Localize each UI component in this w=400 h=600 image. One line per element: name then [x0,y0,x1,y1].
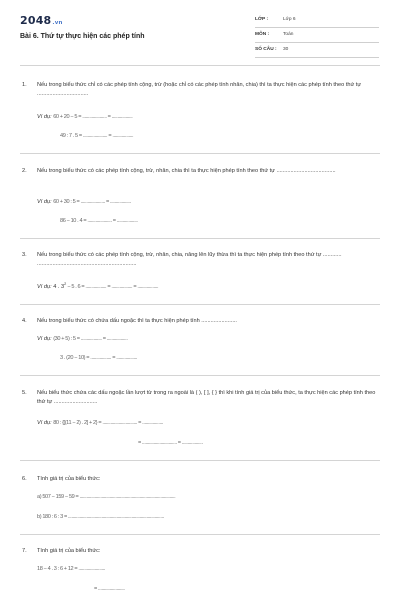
question-text: Nếu trong biểu thức có các phép tính cộng, trừ, nhân, chia, nâng lên lũy thừa thì ta thực hiện phép tính theo thứ tự ............ ................................................................ [37,252,342,267]
question-text: Nếu trong biểu thức chỉ có các phép tính cộng, trừ (hoặc chỉ có các phép tính nhân, chia) thì ta thực hiện các phép tính theo thứ tự ................................. [37,82,362,97]
q3-example-1 [37,284,158,290]
meta-socau-value: 30 [283,47,289,52]
divider [20,375,380,376]
meta-lop-value: Lớp 6 [283,17,296,22]
q6-part-b [37,514,164,520]
q1-example-2 [60,133,133,139]
q7-example-1 [37,566,105,572]
meta-mon-value: Toán [283,32,294,37]
example-label: Ví dụ: [37,114,52,120]
meta-socau-label: SỐ CÂU : [255,47,277,52]
divider [20,153,380,154]
meta-lop-label: LỚP : [255,17,269,22]
q1-example-1 [37,114,132,120]
logo-main: 2048 [20,14,52,27]
question-number: 6. [22,476,27,482]
question-number: 4. [22,318,27,324]
example-expression: 86 − 10 . 4 = ..................... = .................. [60,218,138,224]
q5-example-1 [37,420,163,426]
example-label: Ví dụ: [37,420,52,426]
q4-example-1 [37,336,128,342]
logo-suffix: .vn [52,20,63,26]
question-text: Nếu trong biểu thức có các phép tính cộng, trừ, nhân, chia thì ta thực hiện phép tính theo thứ tự ...................................... [37,168,336,174]
divider [20,534,380,535]
example-expression: 80 : {[(11 − 2) . 2] + 2} = .............................. = .................. [53,420,163,426]
question-number: 3. [22,252,27,258]
question-text: Nếu trong biểu thức có chứa dấu ngoặc thì ta thực hiện phép tính ....................... [37,318,237,324]
example-expression: 60 + 30 : 5 = ..................... = .................. [53,199,131,205]
example-expression: 3 . (20 − 10) = .................. = .................. [60,355,138,361]
part-expression: a) 507 − 159 − 59 = ................................................................................... [37,494,176,500]
divider [20,304,380,305]
example-expression: 18 − 4 . 3 : 6 + 12 = ....................... [37,566,105,572]
exponent: 2 [64,282,67,287]
divider [20,65,380,66]
example-expression: = ....................... [94,586,125,592]
example-expression: (30 + 5) : 5 = .................. = .................. [53,336,128,342]
q2-example-2 [60,218,138,224]
example-label: Ví dụ: [37,336,52,342]
question-number: 2. [22,168,27,174]
example-label: Ví dụ: [37,199,52,205]
question-text: Tính giá trị của biểu thức: [37,548,101,554]
meta-socau [255,45,379,58]
q6-part-a [37,494,175,500]
meta-lop [255,15,379,28]
divider [20,460,380,461]
example-expression: = .............................. = .................. [138,440,203,446]
question-number: 1. [22,82,27,88]
example-expression-start: 4 . 3 [53,284,65,290]
example-expression: 60 + 20 − 5 = ..................... = .................. [53,114,133,120]
site-logo[interactable] [20,14,63,27]
question-text: Nếu biểu thức chứa các dấu ngoặc lần lượt từ trong ra ngoài là ( ), [ ], { } thì khi tính giá trị của biểu thức, ta thực hiện các phép tính theo thứ tự ............................ [37,390,376,405]
q2-example-1 [37,199,131,205]
q4-example-2 [60,355,137,361]
q7-example-2 [94,586,125,592]
q5-example-2 [138,440,203,446]
divider [20,238,380,239]
example-expression-rest: − 5 . 6 = .................. = .................. = .................. [66,284,159,290]
example-expression: 49 : 7 . 5 = ..................... = .................. [60,133,134,139]
example-label: Ví dụ: [37,284,52,290]
part-expression: b) 180 : 6 : 3 = ................................................................................... [37,514,164,520]
question-number: 7. [22,548,27,554]
meta-mon [255,30,379,43]
meta-mon-label: MÔN : [255,32,270,37]
question-number: 5. [22,390,27,396]
page-title: Bài 6. Thứ tự thực hiện các phép tính [20,33,145,40]
question-text: Tính giá trị của biểu thức: [37,476,101,482]
